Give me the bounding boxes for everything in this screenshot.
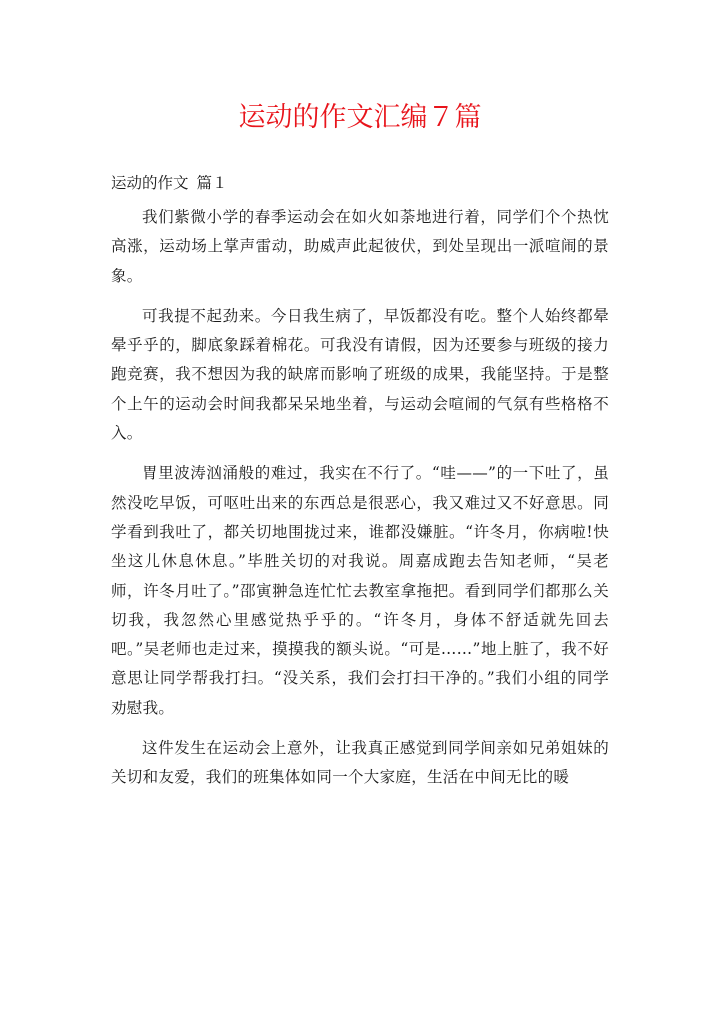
paragraph-1: 我们紫微小学的春季运动会在如火如荼地进行着，同学们个个热忱高涨，运动场上掌声雷动，助威声此起彼伏，到处呈现出一派喧闹的景象。	[111, 208, 609, 285]
article-body	[111, 203, 609, 804]
section-heading	[111, 172, 228, 194]
paragraph-4: 这件发生在运动会上意外，让我真正感觉到同学间亲如兄弟姐妹的关切和友爱，我们的班集体如同一个大家庭，生活在中间无比的暖	[111, 739, 609, 787]
paragraph-3: 胃里波涛汹涌般的难过，我实在不行了。“哇——”的一下吐了，虽然没吃早饭，可呕吐出来的东西总是很恶心，我又难过又不好意思。同学看到我吐了，都关切地围拢过来，谁都没嫌脏。“许冬月，你病啦!快坐这儿休息休息。”毕胜关切的对我说。周嘉成跑去告知老师，“吴老师，许冬月吐了。”邵寅翀急连忙忙去教室拿拖把。看到同学们都那么关切我，我忽然心里感觉热乎乎的。“许冬月，身体不舒适就先回去吧。”吴老师也走过来，摸摸我的额头说。“可是……”地上脏了，我不好意思让同学帮我打扫。“没关系，我们会打扫干净的。”我们小组的同学劝慰我。	[111, 464, 609, 717]
document-title: 运动的作文汇编７篇	[238, 102, 482, 133]
section-heading-number: 篇１	[196, 174, 228, 192]
paragraph-2: 可我提不起劲来。今日我生病了，早饭都没有吃。整个人始终都晕晕乎乎的，脚底象踩着棉花。可我没有请假，因为还要参与班级的接力跑竞赛，我不想因为我的缺席而影响了班级的成果，我能坚持。于是整个上午的运动会时间我都呆呆地坐着，与运动会喧闹的气氛有些格格不入。	[111, 306, 609, 443]
section-heading-label: 运动的作文	[111, 174, 189, 192]
